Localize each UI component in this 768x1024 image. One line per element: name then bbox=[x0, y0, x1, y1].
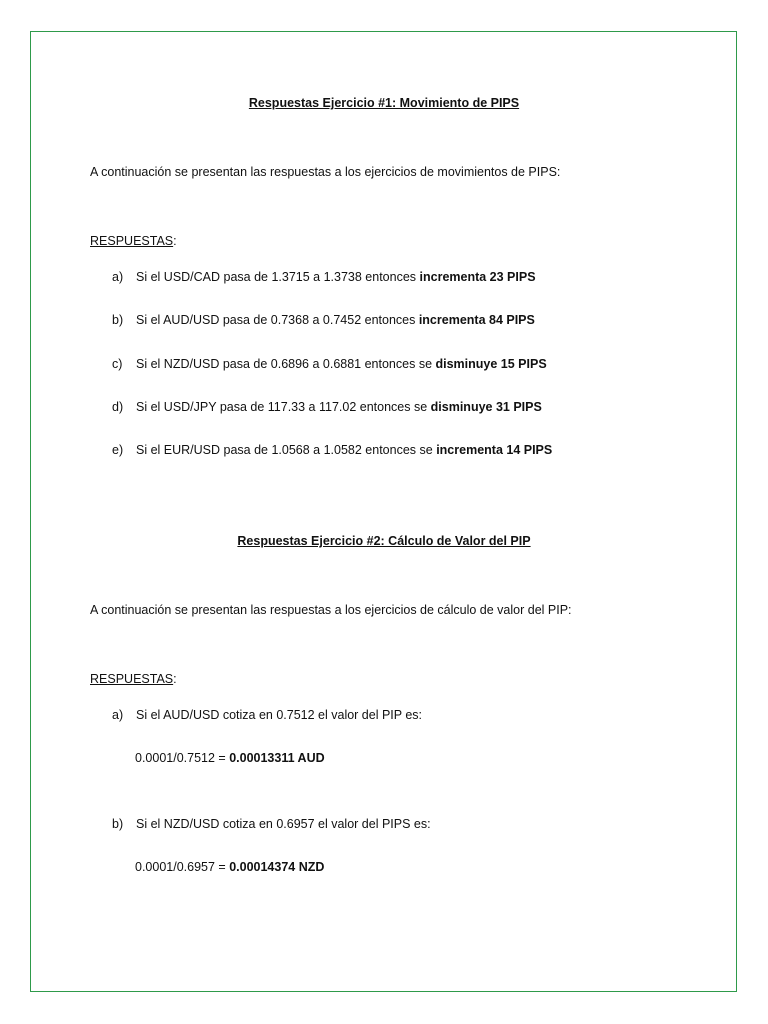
list-item-text: Si el AUD/USD cotiza en 0.7512 el valor del PIP es: bbox=[136, 708, 423, 722]
list-item-text: Si el USD/CAD pasa de 1.3715 a 1.3738 entonces bbox=[136, 270, 420, 284]
section2-respuestas-label bbox=[90, 671, 177, 687]
list-item-result: disminuye 15 PIPS bbox=[435, 357, 547, 371]
section1-respuestas-label bbox=[90, 233, 177, 249]
formula-line bbox=[135, 750, 325, 766]
respuestas-label-colon: : bbox=[173, 234, 177, 248]
list-item bbox=[112, 269, 536, 285]
list-item bbox=[112, 442, 552, 458]
list-marker: e) bbox=[112, 443, 124, 457]
section1-title: Respuestas Ejercicio #1: Movimiento de PIPS bbox=[248, 96, 520, 110]
list-item bbox=[112, 356, 547, 372]
formula-line bbox=[135, 859, 324, 875]
list-item bbox=[112, 816, 431, 832]
section2-intro: A continuación se presentan las respuestas a los ejercicios de cálculo de valor del PIP: bbox=[90, 603, 572, 617]
list-item-text: Si el NZD/USD cotiza en 0.6957 el valor del PIPS es: bbox=[136, 817, 431, 831]
respuestas-label-text: RESPUESTAS bbox=[90, 672, 174, 686]
list-item-result: disminuye 31 PIPS bbox=[430, 400, 542, 414]
list-item-result: incrementa 84 PIPS bbox=[418, 313, 535, 327]
respuestas-label-colon: : bbox=[173, 672, 177, 686]
formula-text: 0.0001/0.6957 = bbox=[135, 860, 230, 874]
formula-text: 0.0001/0.7512 = bbox=[135, 751, 230, 765]
list-item-result: incrementa 23 PIPS bbox=[419, 270, 536, 284]
list-item bbox=[112, 312, 535, 328]
list-item-result: incrementa 14 PIPS bbox=[436, 443, 553, 457]
respuestas-label-text: RESPUESTAS bbox=[90, 234, 174, 248]
list-item-text: Si el USD/JPY pasa de 117.33 a 117.02 entonces se bbox=[136, 400, 431, 414]
list-marker: b) bbox=[112, 313, 124, 327]
list-marker: b) bbox=[112, 817, 124, 831]
section2-title: Respuestas Ejercicio #2: Cálculo de Valor del PIP bbox=[237, 534, 531, 548]
formula-result: 0.00014374 NZD bbox=[229, 860, 325, 874]
list-item-text: Si el NZD/USD pasa de 0.6896 a 0.6881 entonces se bbox=[136, 357, 436, 371]
list-marker: d) bbox=[112, 400, 124, 414]
list-item bbox=[112, 707, 422, 723]
list-marker: a) bbox=[112, 270, 124, 284]
list-marker: c) bbox=[112, 357, 123, 371]
list-item-text: Si el AUD/USD pasa de 0.7368 a 0.7452 entonces bbox=[136, 313, 419, 327]
formula-result: 0.00013311 AUD bbox=[229, 751, 325, 765]
list-marker: a) bbox=[112, 708, 124, 722]
section1-intro: A continuación se presentan las respuestas a los ejercicios de movimientos de PIPS: bbox=[90, 165, 561, 179]
list-item-text: Si el EUR/USD pasa de 1.0568 a 1.0582 entonces se bbox=[136, 443, 437, 457]
list-item bbox=[112, 399, 542, 415]
